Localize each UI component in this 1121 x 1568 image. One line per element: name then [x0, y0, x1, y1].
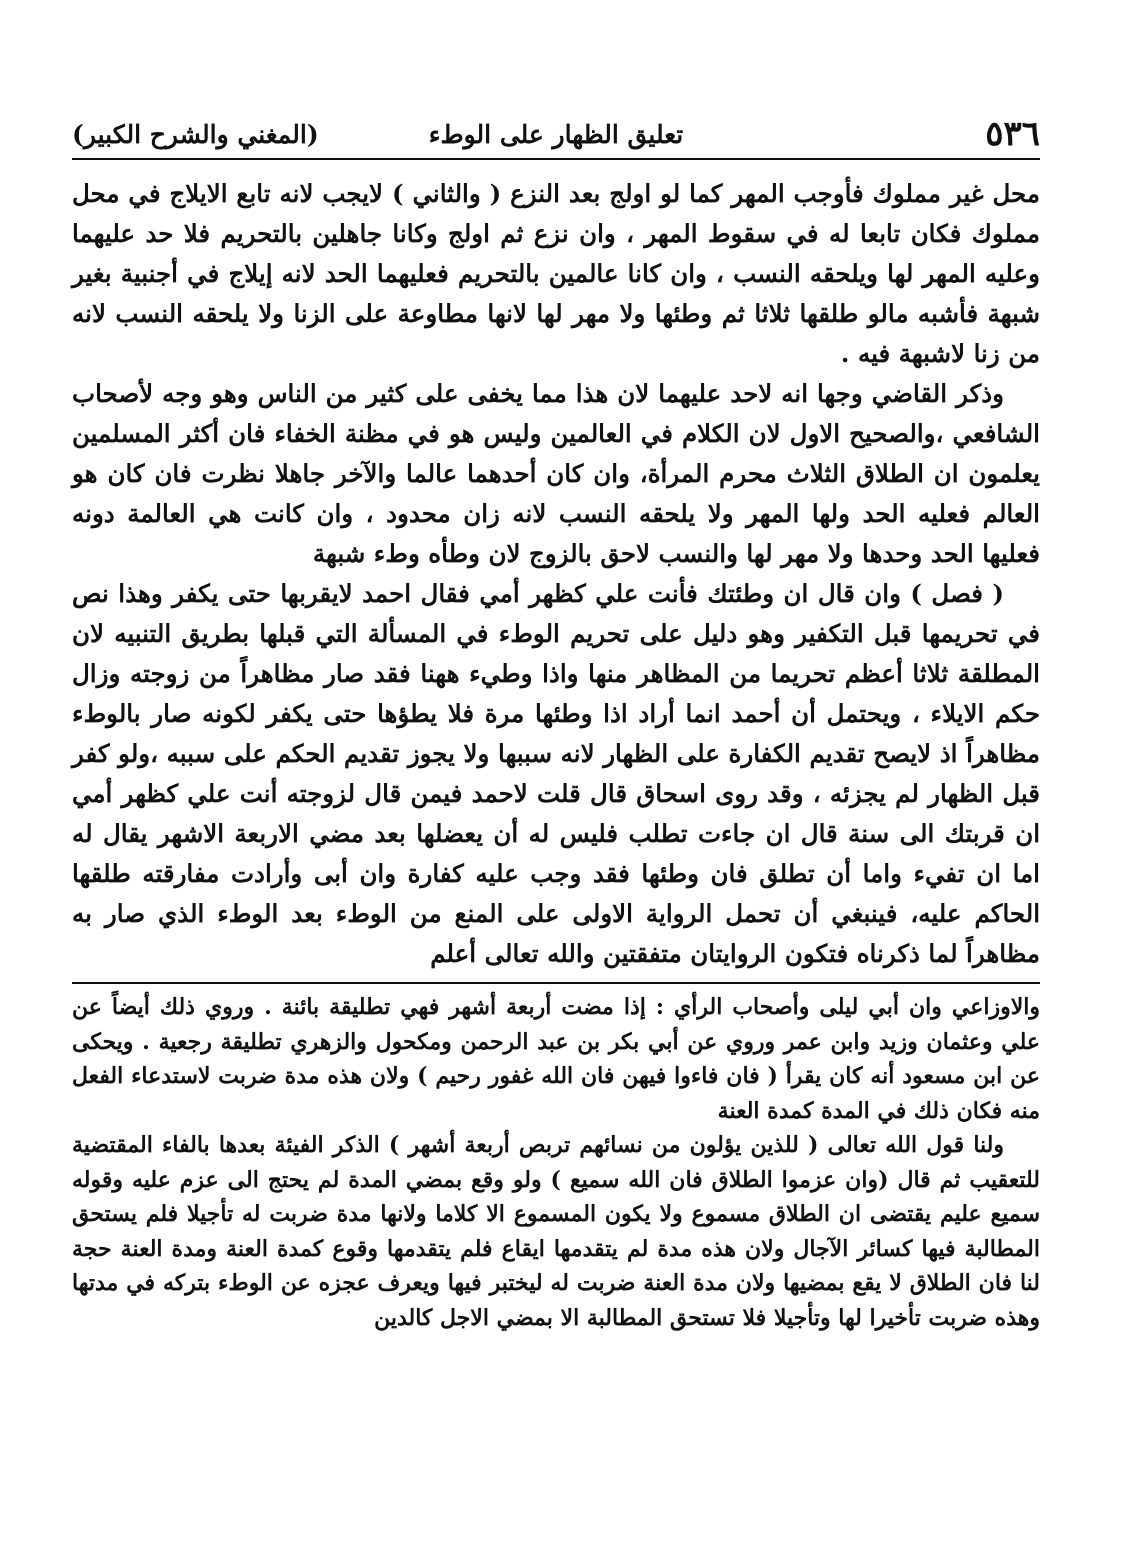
footnote-paragraph-1: والاوزاعي وان أبي ليلى وأصحاب الرأي : إذا مضت أربعة أشهر فهي تطليقة بائنة . وروي ذلك أيضاً عن علي وعثمان وزيد وابن عمر وروي عن أبي بكر بن عبد الرحمن ومكحول والزهري تطليقة رجعية . ويحكى عن ابن مسعود أنه كان يقرأ ( فان فاءوا فيهن فان الله غفور رحيم ) ولان هذه مدة ضربت لاستدعاء الفعل منه فكان ذلك في المدة كمدة العنة — [72, 994, 1040, 1124]
main-text — [72, 174, 1040, 974]
page-header — [72, 112, 1040, 160]
footnote-text — [72, 990, 1040, 1335]
main-paragraph-2: وذكر القاضي وجها انه لاحد عليهما لان هذا مما يخفى على كثير من الناس وهو وجه لأصحاب الشافعي ،والصحيح الاول لان الكلام في العالمين وليس هو في مظنة الخفاء فان أكثر المسلمين يعلمون ان الطلاق الثلاث محرم المرأة، وان كان أحدهما عالما والآخر جاهلا نظرت فان كان هو العالم فعليه الحد ولها المهر ولا يلحقه النسب لانه زان محدود ، وان كانت هي العالمة دونه فعليها الحد وحدها ولا مهر لها والنسب لاحق بالزوج لان وطأه وطء شبهة — [72, 379, 1040, 568]
footnote-divider — [72, 982, 1040, 984]
book-title: (المغني والشرح الكبير) — [72, 120, 319, 149]
book-page — [72, 112, 1040, 1512]
running-title: تعليق الظهار على الوطء — [428, 120, 684, 149]
page-number: ٥٣٦ — [985, 114, 1040, 154]
main-paragraph-3: ( فصل ) وان قال ان وطئتك فأنت علي كظهر أمي فقال احمد لايقربها حتى يكفر وهذا نص في تحريمها قبل التكفير وهو دليل على تحريم الوطء في المسألة التي قبلها بطريق التنبيه لان المطلقة ثلاثا أعظم تحريما من المظاهر منها واذا وطيء ههنا فقد صار مظاهراً من زوجته وزال حكم الايلاء ، ويحتمل أن أحمد انما أراد اذا وطئها مرة فلا يطؤها حتى يكفر لكونه صار بالوطء مظاهراً اذ لايصح تقديم الكفارة على الظهار لانه سببها ولا يجوز تقديم الحكم على سببه ،ولو كفر قبل الظهار لم يجزئه ، وقد روى اسحاق قال قلت لاحمد فيمن قال لزوجته أنت علي كظهر أمي ان قربتك الى سنة قال ان جاءت تطلب فليس له أن يعضلها بعد مضي الاربعة الاشهر يقال له اما ان تفيء واما أن تطلق فان وطئها فقد وجب عليه كفارة وان أبى وأرادت مفارقته طلقها الحاكم عليه، فينبغي أن تحمل الرواية الاولى على المنع من الوطء بعد الوطء الذي صار به مظاهراً لما ذكرناه فتكون الروايتان متفقتين والله تعالى أعلم — [72, 579, 1040, 968]
footnote-paragraph-2: ولنا قول الله تعالى ( للذين يؤلون من نسائهم تربص أربعة أشهر ) الذكر الفيئة بعدها بالفاء المقتضية للتعقيب ثم قال (وان عزموا الطلاق فان الله سميع ) ولو وقع بمضي المدة لم يحتج الى عزم عليه وقوله سميع عليم يقتضى ان الطلاق مسموع ولا يكون المسموع الا كلاما ولانها مدة ضربت له تأجيلا فلم يستحق المطالبة فيها كسائر الآجال ولان هذه مدة لم يتقدمها ايقاع فلم يتقدمها وقوع كمدة العنة ومدة العنة حجة لنا فان الطلاق لا يقع بمضيها ولان مدة العنة ضربت له ليختبر فيها ويعرف عجزه عن الوطء بتركه في مدتها وهذه ضربت تأخيرا لها وتأجيلا فلا تستحق المطالبة الا بمضي الاجل كالدين — [72, 1132, 1040, 1331]
main-paragraph-1: محل غير مملوك فأوجب المهر كما لو اولج بعد النزع ( والثاني ) لايجب لانه تابع الايلاج في محل مملوك فكان تابعا له في سقوط المهر ، وان نزع ثم اولج وكانا جاهلين بالتحريم فلا حد عليهما وعليه المهر لها ويلحقه النسب ، وان كانا عالمين بالتحريم فعليهما الحد لانه إيلاج في أجنبية بغير شبهة فأشبه مالو طلقها ثلاثا ثم وطئها ولا مهر لها لانها مطاوعة على الزنا ولا يلحقه النسب لانه من زنا لاشبهة فيه . — [72, 179, 1041, 368]
